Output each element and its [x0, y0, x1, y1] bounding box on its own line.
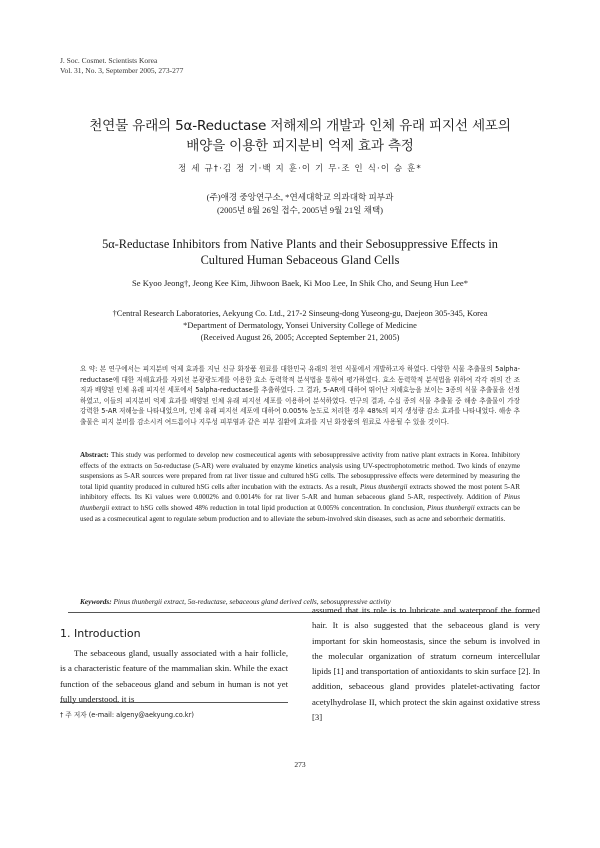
korean-received-date: (2005년 8월 26일 접수, 2005년 9월 21일 채택) [216, 205, 384, 215]
korean-title-line-2: 배양을 이용한 피지분비 억제 효과 측정 [186, 138, 414, 154]
keywords-label: Keywords: [80, 597, 112, 606]
journal-header [60, 56, 183, 76]
english-title-line-1: 5α-Reductase Inhibitors from Native Plants and their Sebosuppressive Effects in [102, 237, 498, 251]
english-affiliation-2: *Department of Dermatology, Yonsei University College of Medicine [183, 321, 417, 330]
korean-abstract-label: 요 약: [80, 365, 98, 373]
english-title-line-2: Cultured Human Sebaceous Gland Cells [200, 253, 400, 267]
korean-affiliation [40, 191, 560, 217]
footnote-divider [60, 702, 288, 703]
korean-abstract-text: 본 연구에서는 피지분비 억제 효과를 지닌 신규 화장품 원료를 대한민국 유래의 천연 식물에서 개발하고자 하였다. 다양한 식물 추출물의 5alpha-reductase에 대한 저해효과를 자외선 분광광도계를 이용한 효소 동력학적 분석법을 통하여 평가하였다. 효소 동력학적 분석법을 위하여 각각 쥐의 간 조직과 배양된 인체 유래 피지선 세포에서 5alpha-reductase를 추출하였다. 그 결과, 5-AR에 대하여 뛰어난 저해효능을 보이는 3종의 식물 추출물을 선정하였고, 이들의 피지분비 억제 효과를 배양된 인체 유래 피지선 세포를 이용하여 분석하였다. 연구의 결과, 수십 종의 식물 추출물 중 해송 추출물이 가장 강력한 5-AR 저해능을 나타내었으며, 인체 유래 피지선 세포에 대하여 0.005% 농도로 처리한 경우 48%의 피지 생성량 감소 효과를 나타내었다. 해송 추출물은 피지 분비를 감소시켜 여드름이나 지루성 피부염과 같은 피부 질환에 효과를 지닌 화장품의 원료로 사용될 수 있을 것이다. [80, 365, 520, 426]
abstract-species-2: Pinus thunbergii [80, 493, 520, 512]
body-left-column: The sebaceous gland, usually associated with a hair follicle, is a characteristic feature of the mammalian skin. While the exact function of the sebaceous gland and sebum in human is not yet fully understood, it is [60, 648, 288, 704]
english-affiliation [30, 308, 570, 344]
english-abstract [80, 450, 520, 524]
korean-abstract [80, 364, 520, 428]
keywords-text: Pinus thunbergii extract, 5α-reductase, sebaceous gland derived cells, sebosuppressive activity [113, 597, 391, 606]
abstract-species-3: Pinus thunbergii [426, 503, 475, 512]
page-number: 273 [294, 760, 306, 769]
journal-volume: Vol. 31, No. 3, September 2005, 273-277 [60, 66, 184, 75]
footnote: † 주 저자 (e-mail: algeny@aekyung.co.kr) [60, 711, 194, 719]
korean-authors: 정 세 규†·김 정 기·백 지 훈·이 기 무·조 인 식·이 승 훈* [178, 163, 422, 173]
section-heading: 1. Introduction [60, 627, 141, 640]
abstract-text-2: extracts showed the most potent 5-AR inhibitory effects. Its Ki values were 0.0002% and 0.0014% for rat liver 5-AR and human sebaceous gland 5-AR, respectively. Addition of [80, 482, 520, 502]
korean-title-line-1: 천연물 유래의 5α-Reductase 저해제의 개발과 인체 유래 피지선 세포의 [89, 118, 511, 134]
body-right-column: assumed that its role is to lubricate and waterproof the formed hair. It is also suggested that the sebaceous gland is very important for skin homeostasis, since the sebum is involved in the molecular organization of stratum corneum intercellular lipids [1] and transportation of antioxidants to skin surface [2]. In addition, sebaceous gland provides platelet-activating factor acetylhydrolase II, which protect the skin against oxidative stress [3] [312, 605, 540, 723]
english-authors: Se Kyoo Jeong†, Jeong Kee Kim, Jihwoon Baek, Ki Moo Lee, In Shik Cho, and Seung Hun Lee* [131, 278, 469, 288]
korean-title [40, 116, 560, 156]
abstract-label: Abstract: [80, 451, 109, 459]
abstract-text-4: extracts can be used as a cosmeceutical agent to regulate sebum production and to alleviate the sebum-involved skin diseases, such as acne and seborrheic dermatitis. [80, 503, 520, 523]
abstract-text-3: extract to hSG cells showed 48% reduction in total lipid production at 0.005% concentration. In conclusion, [109, 503, 427, 512]
korean-affiliation-text: (주)애경 중앙연구소, *연세대학교 의과대학 피부과 [206, 192, 394, 202]
abstract-text-1: This study was performed to develop new cosmeceutical agents with sebosuppressive activity from native plant extracts in Korea. Inhibitory effects of the extracts on 5α-reductase (5-AR) were evaluated by enzyme kinetics analysis using UV-spectrophotometric method. Two kinds of enzyme suspensions as 5-AR sources were prepared from rat liver tissue and cultured hSG cells. The sebosuppressive effects were determined by measuring the total lipid quantity produced in cultured hSG cells after incubation with the extracts. As a result, [80, 451, 520, 491]
english-affiliation-1: †Central Research Laboratories, Aekyung Co. Ltd., 217-2 Sinseung-dong Yuseong-gu, Daejeon 305-345, Korea [112, 309, 488, 318]
abstract-species-1: Pinus thunbergii [359, 482, 408, 491]
english-title [30, 236, 570, 268]
journal-name: J. Soc. Cosmet. Scientists Korea [60, 56, 158, 65]
english-received-date: (Received August 26, 2005; Accepted September 21, 2005) [200, 333, 400, 342]
